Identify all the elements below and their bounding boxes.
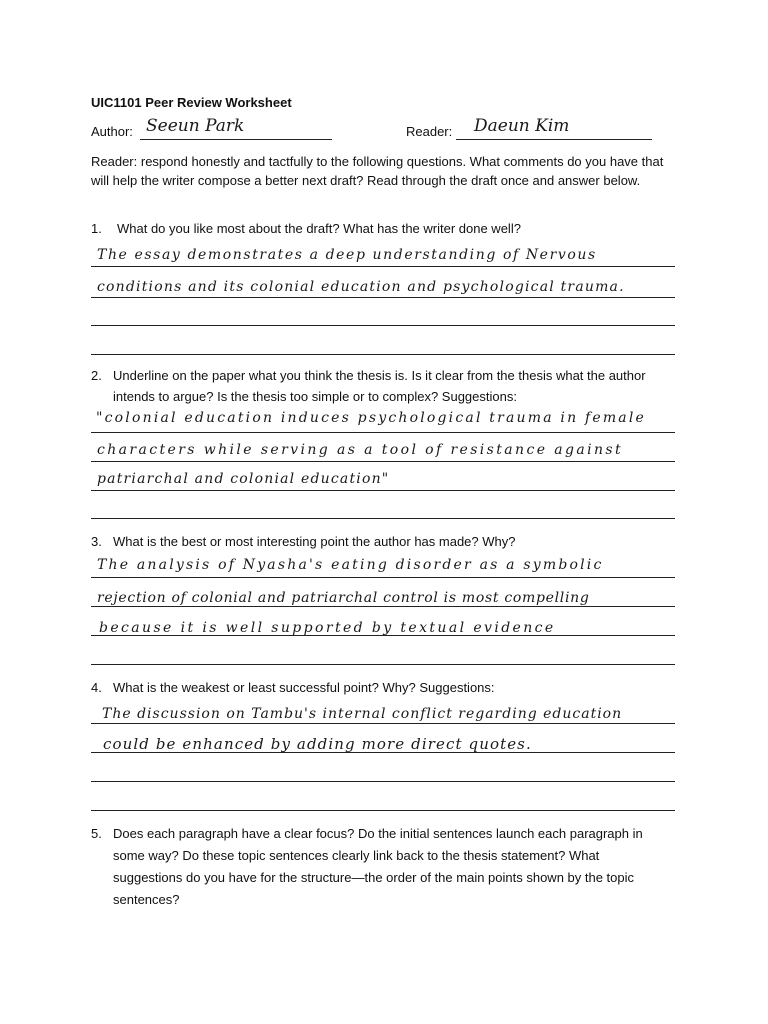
answer-handwriting: "colonial education induces psychological trauma in female bbox=[96, 410, 647, 426]
answer-handwriting: The essay demonstrates a deep understanding of Nervous bbox=[97, 247, 597, 263]
question-text: What do you like most about the draft? What has the writer done well? bbox=[117, 221, 521, 236]
question-number: 2. bbox=[91, 368, 102, 383]
author-label: Author: bbox=[91, 124, 133, 139]
answer-line bbox=[91, 354, 675, 355]
author-handwritten-name: Seeun Park bbox=[146, 116, 245, 136]
answer-handwriting: because it is well supported by textual evidence bbox=[99, 620, 556, 636]
question-text: What is the best or most interesting point the author has made? Why? bbox=[113, 534, 516, 549]
question-number: 1. bbox=[91, 221, 102, 236]
author-underline bbox=[140, 139, 332, 140]
instructions-text: Reader: respond honestly and tactfully to the following questions. What comments do you have that will help the writer compose a better next draft? Read through the draft once and answer below. bbox=[91, 154, 664, 188]
answer-line bbox=[91, 606, 675, 607]
question-number: 5. bbox=[91, 826, 102, 841]
question-number: 4. bbox=[91, 680, 102, 695]
answer-line bbox=[91, 577, 675, 578]
answer-line bbox=[91, 266, 675, 267]
reader-handwritten-name: Daeun Kim bbox=[474, 116, 570, 136]
question-text: Does each paragraph have a clear focus? Do the initial sentences launch each paragraph in some way? Do these topic sentences clearly link back to the thesis statement? What suggestions do you have for the structure—the order of the main points shown by the topic sentences? bbox=[113, 826, 643, 907]
answer-handwriting: characters while serving as a tool of resistance against bbox=[97, 442, 623, 458]
answer-line bbox=[91, 490, 675, 491]
question-text: Underline on the paper what you think the thesis is. Is it clear from the thesis what the author intends to argue? Is the thesis too simple or to complex? Suggestions: bbox=[113, 368, 646, 404]
answer-line bbox=[91, 635, 675, 636]
question-number: 3. bbox=[91, 534, 102, 549]
answer-line bbox=[91, 752, 675, 753]
answer-line bbox=[91, 810, 675, 811]
answer-line bbox=[91, 297, 675, 298]
answer-handwriting: conditions and its colonial education and psychological trauma. bbox=[97, 279, 625, 295]
answer-line bbox=[91, 723, 675, 724]
answer-line bbox=[91, 325, 675, 326]
answer-handwriting: rejection of colonial and patriarchal control is most compelling bbox=[97, 590, 590, 606]
answer-line bbox=[91, 461, 675, 462]
answer-line bbox=[91, 518, 675, 519]
answer-line bbox=[91, 664, 675, 665]
answer-handwriting: The discussion on Tambu's internal conflict regarding education bbox=[102, 706, 623, 722]
answer-line bbox=[91, 781, 675, 782]
answer-line bbox=[91, 432, 675, 433]
answer-handwriting: The analysis of Nyasha's eating disorder as a symbolic bbox=[97, 557, 604, 573]
worksheet-title: UIC1101 Peer Review Worksheet bbox=[91, 95, 292, 110]
reader-label: Reader: bbox=[406, 124, 453, 139]
answer-handwriting: patriarchal and colonial education" bbox=[97, 471, 390, 487]
reader-underline bbox=[456, 139, 652, 140]
answer-handwriting: could be enhanced by adding more direct quotes. bbox=[103, 735, 532, 753]
question-text: What is the weakest or least successful point? Why? Suggestions: bbox=[113, 680, 495, 695]
